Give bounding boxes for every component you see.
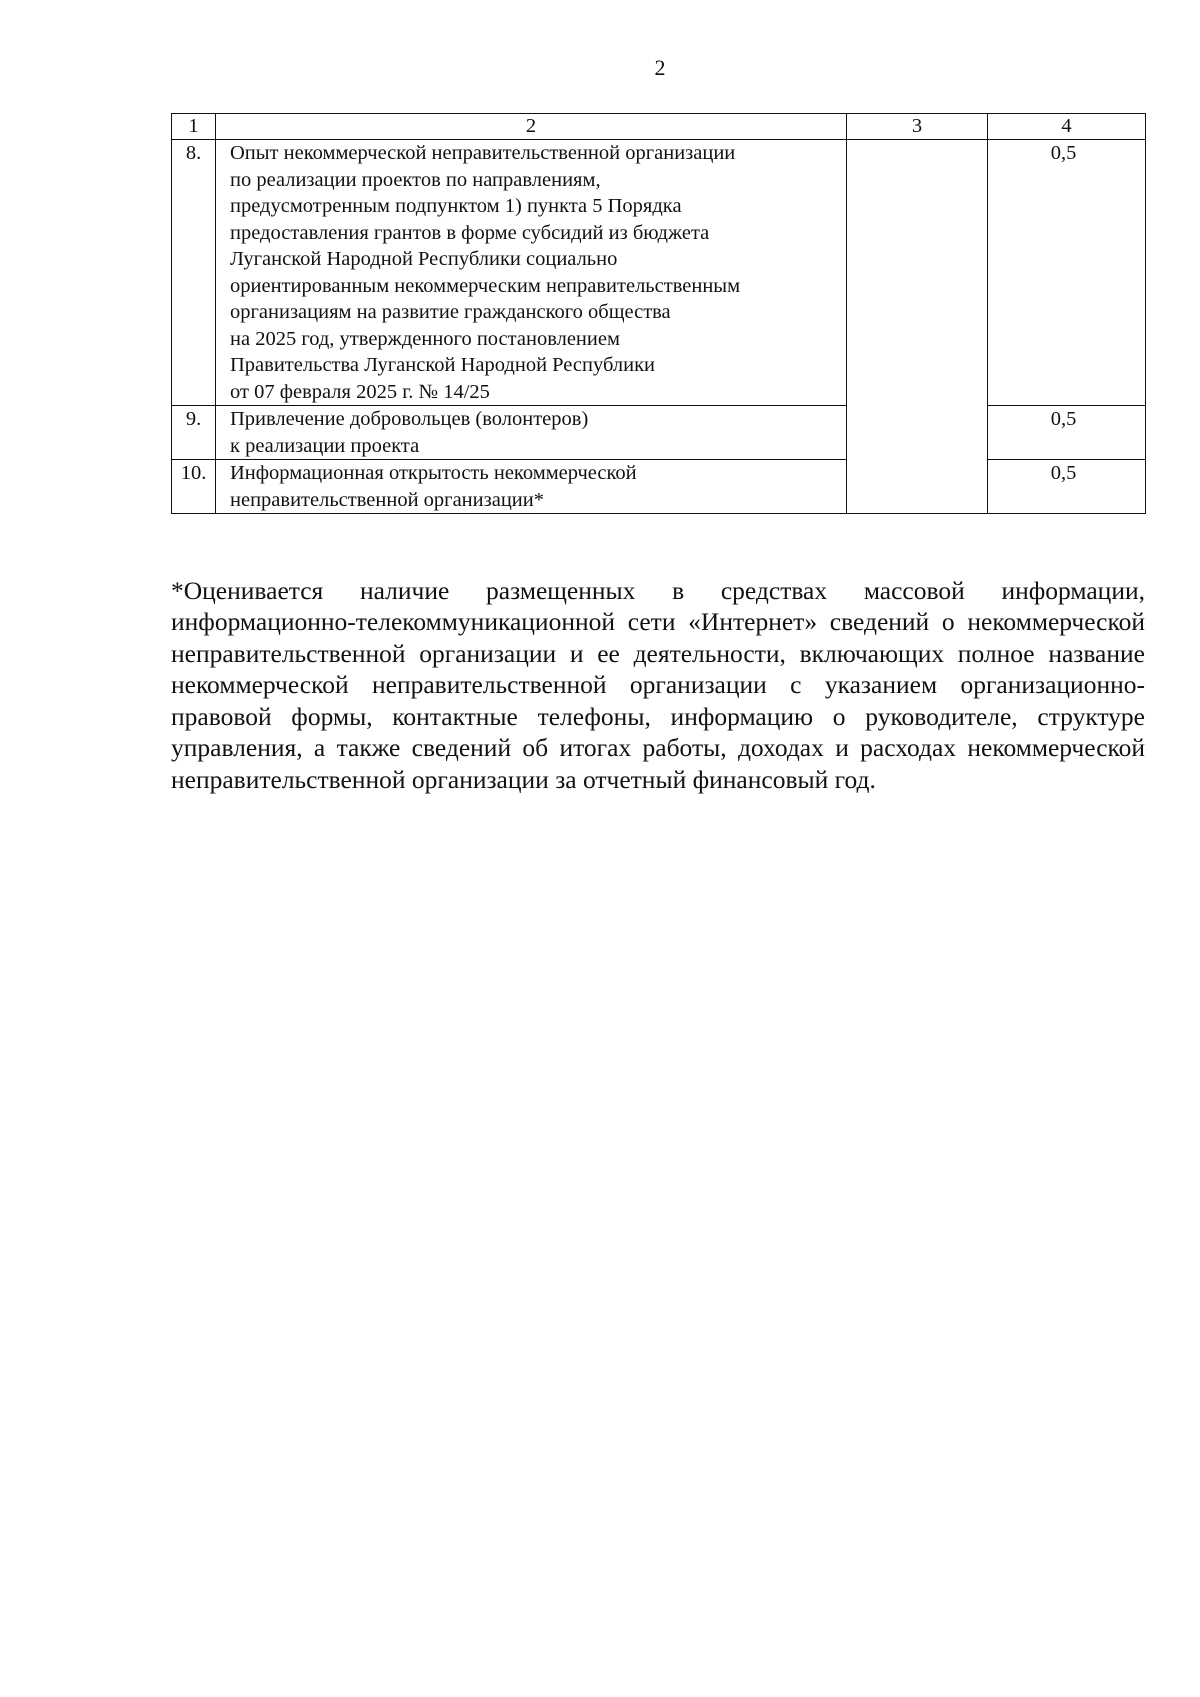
score-value: 0,5 <box>988 406 1146 460</box>
description-line: Опыт некоммерческой неправительственной организации <box>230 142 736 164</box>
table-header-row <box>172 114 1146 140</box>
description-line: на 2025 год, утвержденного постановлением <box>230 327 620 350</box>
column-3-empty-cell <box>847 140 988 514</box>
criterion-description <box>216 406 847 460</box>
description-line: по реализации проектов по направлениям, <box>230 168 601 191</box>
column-header-2: 2 <box>216 114 847 140</box>
description-line: от 07 февраля 2025 г. № 14/25 <box>230 380 490 403</box>
score-value: 0,5 <box>988 140 1146 406</box>
description-line: к реализации проекта <box>230 434 420 457</box>
description-line: предоставления грантов в форме субсидий из бюджета <box>230 221 710 244</box>
row-number: 10. <box>172 460 216 514</box>
footnote-paragraph: *Оценивается наличие размещенных в средствах массовой информации, информационно-телекоммуникационной сети «Интернет» сведений о некоммерческой неправительственной организации и ее деятельности, включающих полное название некоммерческой неправительственной организации с указанием организационно-правовой формы, контактные телефоны, информацию о руководителе, структуре управления, а также сведений об итогах работы, доходах и расходах некоммерческой неправительственной организации за отчетный финансовый год. <box>171 575 1145 794</box>
row-number: 9. <box>172 406 216 460</box>
description-line: организациям на развитие гражданского общества <box>230 301 671 323</box>
page-number: 2 <box>654 55 666 80</box>
description-line: Информационная открытость некоммерческой <box>230 462 637 484</box>
description-line: ориентированным некоммерческим неправительственным <box>230 274 741 297</box>
column-header-1: 1 <box>172 114 216 140</box>
description-line: Правительства Луганской Народной Республики <box>230 354 656 376</box>
table-row-9 <box>172 406 1146 460</box>
row-number: 8. <box>172 140 216 406</box>
score-value: 0,5 <box>988 460 1146 514</box>
table-row-10 <box>172 460 1146 514</box>
column-header-4: 4 <box>988 114 1146 140</box>
description-line: неправительственной организации* <box>230 488 544 511</box>
criterion-description <box>216 460 847 514</box>
column-header-3: 3 <box>847 114 988 140</box>
description-line: Привлечение добровольцев (волонтеров) <box>230 408 589 430</box>
description-line: предусмотренным подпунктом 1) пункта 5 Порядка <box>230 195 682 217</box>
criterion-description <box>216 140 847 406</box>
description-line: Луганской Народной Республики социально <box>230 248 618 270</box>
table-row-8 <box>172 140 1146 406</box>
criteria-table <box>171 113 1146 514</box>
